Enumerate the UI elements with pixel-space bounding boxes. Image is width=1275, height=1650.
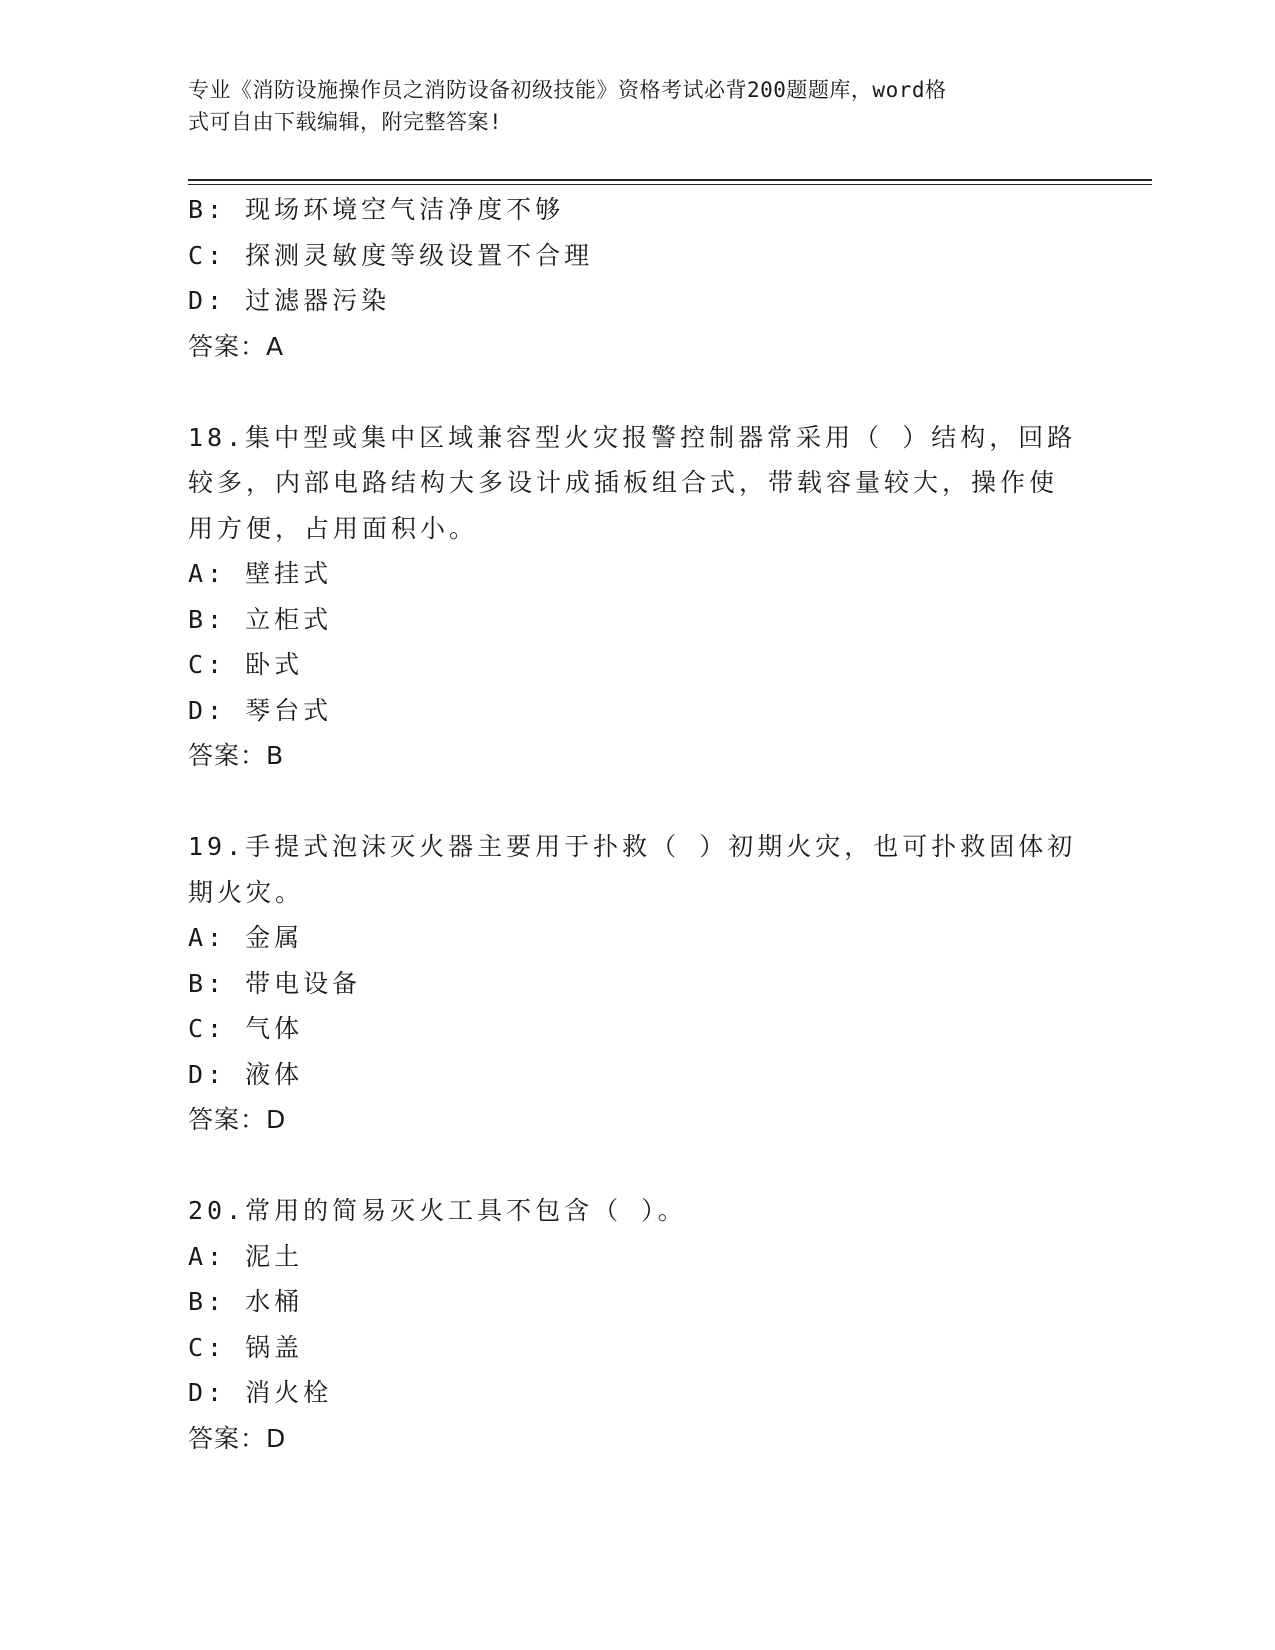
header-divider-thick — [188, 179, 1152, 181]
question-text: 较多，内部电路结构大多设计成插板组合式，带载容量较大，操作使 — [188, 468, 1059, 497]
option-a: A: 金属 — [188, 923, 304, 952]
question-17-remainder — [188, 187, 1088, 369]
question-20 — [188, 1188, 1088, 1461]
question-text: 18.集中型或集中区域兼容型火灾报警控制器常采用（ ）结构，回路 — [188, 422, 1077, 452]
option-b: B: 带电设备 — [188, 968, 362, 998]
option-a: A: 泥土 — [188, 1241, 304, 1271]
question-text: 用方便，占用面积小。 — [188, 513, 479, 543]
spacer — [188, 779, 1088, 825]
option-a: A: 壁挂式 — [188, 559, 333, 588]
question-text: 19.手提式泡沫灭火器主要用于扑救（ ）初期火灾，也可扑救固体初 — [188, 832, 1077, 861]
option-b: B: 水桶 — [188, 1287, 304, 1316]
option-d: D: 消火栓 — [188, 1378, 333, 1407]
spacer — [188, 1143, 1088, 1189]
option-d: D: 琴台式 — [188, 695, 333, 725]
spacer — [188, 369, 1088, 415]
question-18 — [188, 415, 1088, 779]
answer: 答案：D — [188, 1105, 287, 1134]
question-text: 20.常用的简易灭火工具不包含（ ）。 — [188, 1196, 687, 1225]
question-list — [188, 187, 1088, 1461]
option-c: C: 卧式 — [188, 650, 304, 679]
option-c: C: 探测灵敏度等级设置不合理 — [188, 240, 594, 270]
header-line-1: 专业《消防设施操作员之消防设备初级技能》资格考试必背200题题库，word格 — [188, 78, 947, 102]
option-c: C: 锅盖 — [188, 1332, 304, 1362]
option-d: D: 液体 — [188, 1059, 304, 1089]
answer: 答案：D — [188, 1423, 287, 1453]
option-c: C: 气体 — [188, 1014, 304, 1043]
header-line-2: 式可自由下载编辑，附完整答案! — [188, 110, 503, 134]
answer: 答案：B — [188, 741, 285, 770]
option-b: B: 立柜式 — [188, 604, 333, 634]
option-b: B: 现场环境空气洁净度不够 — [188, 195, 565, 224]
header-divider-thin — [188, 184, 1152, 185]
option-d: D: 过滤器污染 — [188, 286, 391, 315]
document-header — [188, 74, 1068, 138]
question-text: 期火灾。 — [188, 877, 305, 907]
answer: 答案：A — [188, 331, 285, 361]
question-19 — [188, 824, 1088, 1143]
